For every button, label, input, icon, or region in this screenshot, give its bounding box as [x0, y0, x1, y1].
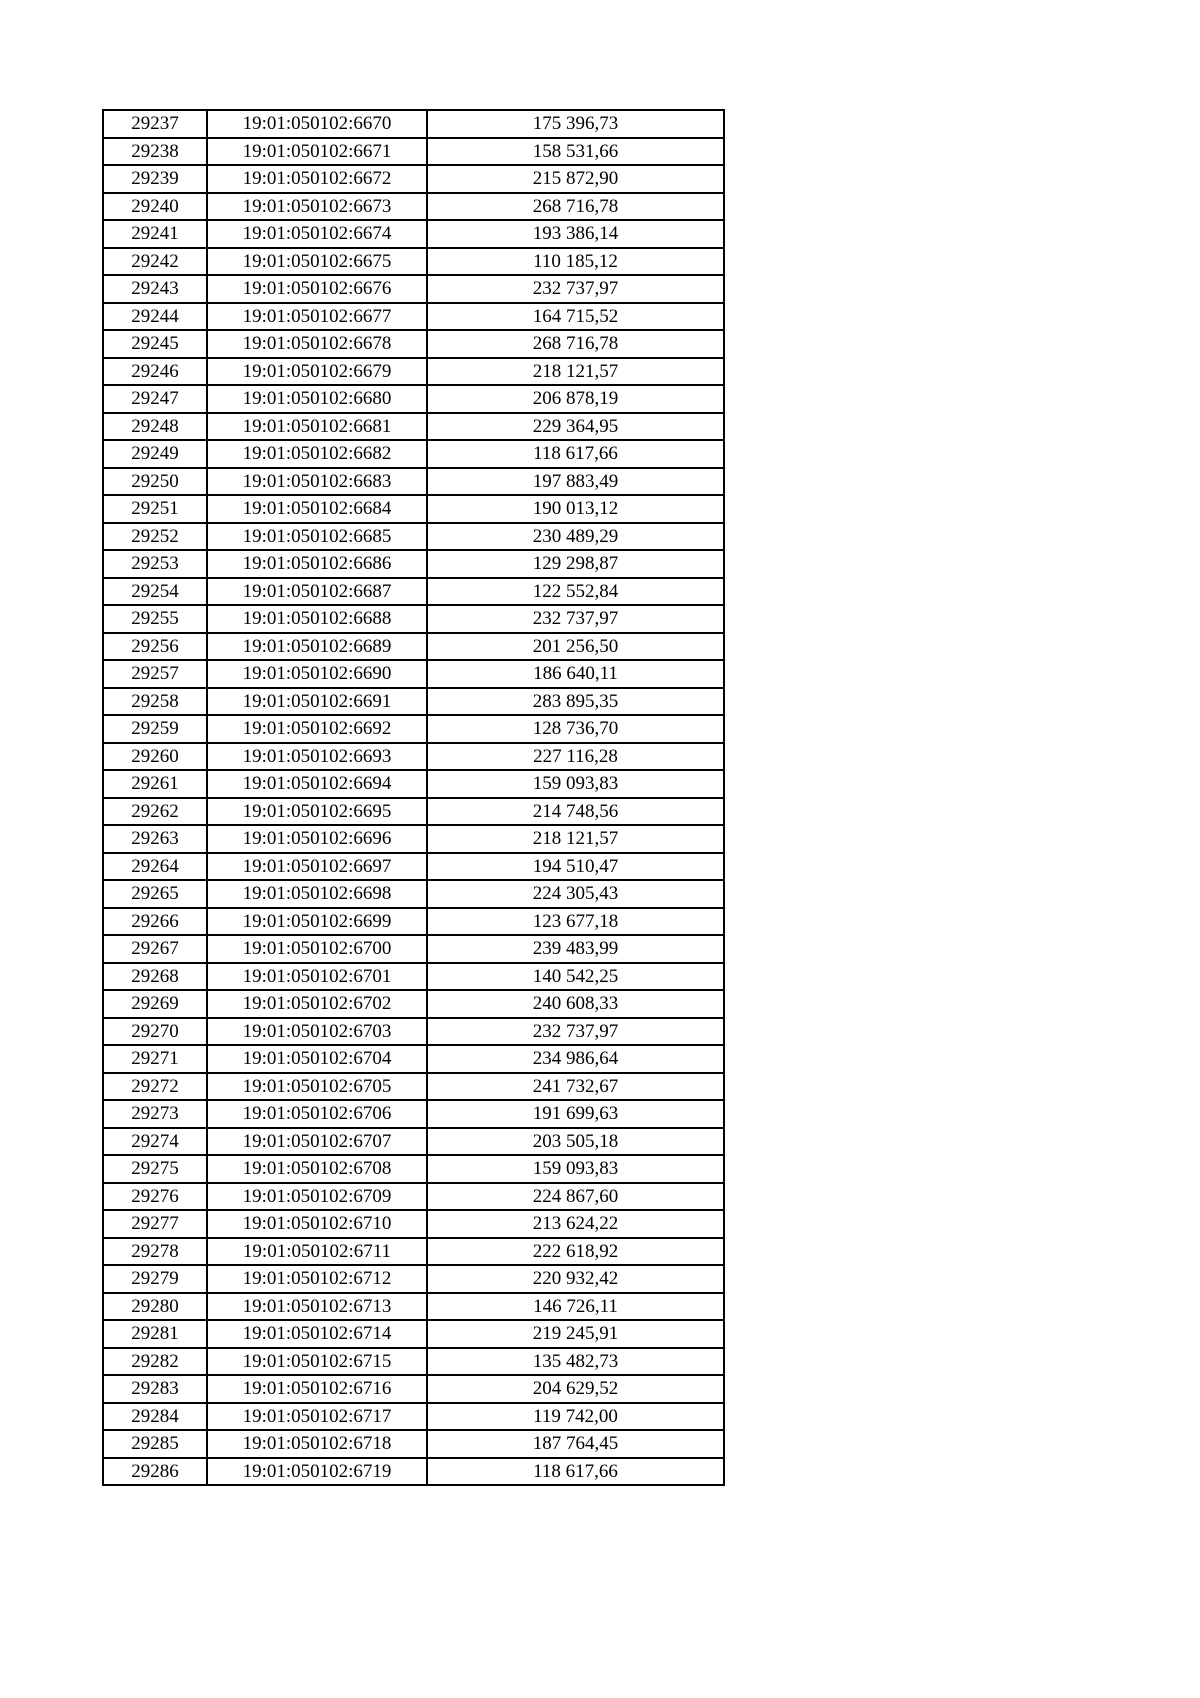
- row-number-cell: 29280: [103, 1293, 207, 1321]
- table-row: [103, 660, 724, 688]
- cadastral-value-cell: 164 715,52: [427, 303, 724, 331]
- row-number-cell: 29256: [103, 633, 207, 661]
- row-number-cell: 29274: [103, 1128, 207, 1156]
- table-row: [103, 110, 724, 138]
- table-row: [103, 770, 724, 798]
- row-number-cell: 29272: [103, 1073, 207, 1101]
- cadastral-number-cell: 19:01:050102:6691: [207, 688, 427, 716]
- cadastral-value-cell: 215 872,90: [427, 165, 724, 193]
- cadastral-value-cell: 140 542,25: [427, 963, 724, 991]
- table-row: [103, 220, 724, 248]
- cadastral-value-cell: 240 608,33: [427, 990, 724, 1018]
- cadastral-value-cell: 128 736,70: [427, 715, 724, 743]
- cadastral-value-cell: 122 552,84: [427, 578, 724, 606]
- table-row: [103, 880, 724, 908]
- cadastral-number-cell: 19:01:050102:6718: [207, 1430, 427, 1458]
- cadastral-number-cell: 19:01:050102:6687: [207, 578, 427, 606]
- cadastral-number-cell: 19:01:050102:6704: [207, 1045, 427, 1073]
- table-row: [103, 1045, 724, 1073]
- row-number-cell: 29249: [103, 440, 207, 468]
- cadastral-number-cell: 19:01:050102:6707: [207, 1128, 427, 1156]
- row-number-cell: 29276: [103, 1183, 207, 1211]
- cadastral-number-cell: 19:01:050102:6682: [207, 440, 427, 468]
- row-number-cell: 29257: [103, 660, 207, 688]
- cadastral-number-cell: 19:01:050102:6692: [207, 715, 427, 743]
- cadastral-value-cell: 213 624,22: [427, 1210, 724, 1238]
- cadastral-number-cell: 19:01:050102:6677: [207, 303, 427, 331]
- cadastral-number-cell: 19:01:050102:6703: [207, 1018, 427, 1046]
- cadastral-value-cell: 230 489,29: [427, 523, 724, 551]
- cadastral-value-cell: 135 482,73: [427, 1348, 724, 1376]
- table-row: [103, 1100, 724, 1128]
- table-row: [103, 358, 724, 386]
- row-number-cell: 29239: [103, 165, 207, 193]
- row-number-cell: 29283: [103, 1375, 207, 1403]
- row-number-cell: 29266: [103, 908, 207, 936]
- cadastral-value-cell: 220 932,42: [427, 1265, 724, 1293]
- cadastral-value-cell: 197 883,49: [427, 468, 724, 496]
- table-row: [103, 1155, 724, 1183]
- cadastral-value-cell: 193 386,14: [427, 220, 724, 248]
- row-number-cell: 29282: [103, 1348, 207, 1376]
- table-row: [103, 853, 724, 881]
- cadastral-number-cell: 19:01:050102:6709: [207, 1183, 427, 1211]
- table-row: [103, 1430, 724, 1458]
- cadastral-number-cell: 19:01:050102:6696: [207, 825, 427, 853]
- table-row: [103, 165, 724, 193]
- table-row: [103, 1320, 724, 1348]
- cadastral-number-cell: 19:01:050102:6697: [207, 853, 427, 881]
- cadastral-value-cell: 218 121,57: [427, 358, 724, 386]
- cadastral-value-cell: 232 737,97: [427, 275, 724, 303]
- cadastral-value-cell: 110 185,12: [427, 248, 724, 276]
- cadastral-value-cell: 158 531,66: [427, 138, 724, 166]
- cadastral-value-table: [102, 109, 725, 1486]
- row-number-cell: 29279: [103, 1265, 207, 1293]
- cadastral-number-cell: 19:01:050102:6670: [207, 110, 427, 138]
- table-row: [103, 798, 724, 826]
- cadastral-value-cell: 219 245,91: [427, 1320, 724, 1348]
- cadastral-number-cell: 19:01:050102:6705: [207, 1073, 427, 1101]
- table-row: [103, 550, 724, 578]
- cadastral-number-cell: 19:01:050102:6693: [207, 743, 427, 771]
- table-row: [103, 523, 724, 551]
- row-number-cell: 29248: [103, 413, 207, 441]
- row-number-cell: 29263: [103, 825, 207, 853]
- cadastral-value-cell: 204 629,52: [427, 1375, 724, 1403]
- cadastral-value-cell: 187 764,45: [427, 1430, 724, 1458]
- row-number-cell: 29244: [103, 303, 207, 331]
- table-row: [103, 1458, 724, 1486]
- row-number-cell: 29278: [103, 1238, 207, 1266]
- table-row: [103, 1403, 724, 1431]
- row-number-cell: 29247: [103, 385, 207, 413]
- cadastral-value-cell: 119 742,00: [427, 1403, 724, 1431]
- cadastral-value-cell: 222 618,92: [427, 1238, 724, 1266]
- cadastral-value-cell: 241 732,67: [427, 1073, 724, 1101]
- table-row: [103, 1073, 724, 1101]
- cadastral-value-cell: 283 895,35: [427, 688, 724, 716]
- row-number-cell: 29270: [103, 1018, 207, 1046]
- table-row: [103, 743, 724, 771]
- table-row: [103, 963, 724, 991]
- table-row: [103, 440, 724, 468]
- cadastral-number-cell: 19:01:050102:6710: [207, 1210, 427, 1238]
- table-row: [103, 633, 724, 661]
- cadastral-value-cell: 232 737,97: [427, 605, 724, 633]
- cadastral-number-cell: 19:01:050102:6680: [207, 385, 427, 413]
- row-number-cell: 29255: [103, 605, 207, 633]
- cadastral-number-cell: 19:01:050102:6695: [207, 798, 427, 826]
- table-row: [103, 1183, 724, 1211]
- cadastral-number-cell: 19:01:050102:6683: [207, 468, 427, 496]
- cadastral-number-cell: 19:01:050102:6678: [207, 330, 427, 358]
- table-row: [103, 688, 724, 716]
- cadastral-number-cell: 19:01:050102:6702: [207, 990, 427, 1018]
- row-number-cell: 29254: [103, 578, 207, 606]
- table-row: [103, 468, 724, 496]
- table-row: [103, 1210, 724, 1238]
- row-number-cell: 29284: [103, 1403, 207, 1431]
- table-row: [103, 908, 724, 936]
- table-row: [103, 935, 724, 963]
- cadastral-value-cell: 218 121,57: [427, 825, 724, 853]
- cadastral-number-cell: 19:01:050102:6712: [207, 1265, 427, 1293]
- row-number-cell: 29246: [103, 358, 207, 386]
- cadastral-value-cell: 232 737,97: [427, 1018, 724, 1046]
- cadastral-value-cell: 175 396,73: [427, 110, 724, 138]
- table-row: [103, 413, 724, 441]
- row-number-cell: 29250: [103, 468, 207, 496]
- cadastral-number-cell: 19:01:050102:6713: [207, 1293, 427, 1321]
- cadastral-number-cell: 19:01:050102:6719: [207, 1458, 427, 1486]
- cadastral-value-cell: 206 878,19: [427, 385, 724, 413]
- row-number-cell: 29242: [103, 248, 207, 276]
- row-number-cell: 29259: [103, 715, 207, 743]
- row-number-cell: 29267: [103, 935, 207, 963]
- cadastral-number-cell: 19:01:050102:6676: [207, 275, 427, 303]
- cadastral-number-cell: 19:01:050102:6716: [207, 1375, 427, 1403]
- cadastral-value-cell: 190 013,12: [427, 495, 724, 523]
- cadastral-value-cell: 159 093,83: [427, 1155, 724, 1183]
- row-number-cell: 29269: [103, 990, 207, 1018]
- table-row: [103, 138, 724, 166]
- cadastral-value-cell: 203 505,18: [427, 1128, 724, 1156]
- cadastral-value-cell: 129 298,87: [427, 550, 724, 578]
- cadastral-value-cell: 239 483,99: [427, 935, 724, 963]
- cadastral-value-cell: 123 677,18: [427, 908, 724, 936]
- cadastral-value-cell: 227 116,28: [427, 743, 724, 771]
- row-number-cell: 29286: [103, 1458, 207, 1486]
- cadastral-value-cell: 191 699,63: [427, 1100, 724, 1128]
- cadastral-value-cell: 159 093,83: [427, 770, 724, 798]
- row-number-cell: 29264: [103, 853, 207, 881]
- table-row: [103, 330, 724, 358]
- table-row: [103, 1293, 724, 1321]
- cadastral-number-cell: 19:01:050102:6711: [207, 1238, 427, 1266]
- row-number-cell: 29265: [103, 880, 207, 908]
- cadastral-number-cell: 19:01:050102:6689: [207, 633, 427, 661]
- table-row: [103, 578, 724, 606]
- table-row: [103, 990, 724, 1018]
- table-row: [103, 1128, 724, 1156]
- cadastral-number-cell: 19:01:050102:6679: [207, 358, 427, 386]
- cadastral-value-cell: 118 617,66: [427, 1458, 724, 1486]
- cadastral-number-cell: 19:01:050102:6688: [207, 605, 427, 633]
- row-number-cell: 29237: [103, 110, 207, 138]
- cadastral-number-cell: 19:01:050102:6700: [207, 935, 427, 963]
- row-number-cell: 29271: [103, 1045, 207, 1073]
- cadastral-number-cell: 19:01:050102:6684: [207, 495, 427, 523]
- table-row: [103, 193, 724, 221]
- row-number-cell: 29268: [103, 963, 207, 991]
- cadastral-value-cell: 146 726,11: [427, 1293, 724, 1321]
- row-number-cell: 29245: [103, 330, 207, 358]
- table-row: [103, 303, 724, 331]
- row-number-cell: 29258: [103, 688, 207, 716]
- row-number-cell: 29238: [103, 138, 207, 166]
- cadastral-number-cell: 19:01:050102:6685: [207, 523, 427, 551]
- cadastral-value-cell: 234 986,64: [427, 1045, 724, 1073]
- table-row: [103, 275, 724, 303]
- row-number-cell: 29260: [103, 743, 207, 771]
- cadastral-number-cell: 19:01:050102:6706: [207, 1100, 427, 1128]
- table-row: [103, 825, 724, 853]
- cadastral-number-cell: 19:01:050102:6686: [207, 550, 427, 578]
- row-number-cell: 29262: [103, 798, 207, 826]
- row-number-cell: 29253: [103, 550, 207, 578]
- table-row: [103, 1238, 724, 1266]
- cadastral-number-cell: 19:01:050102:6673: [207, 193, 427, 221]
- cadastral-value-cell: 229 364,95: [427, 413, 724, 441]
- cadastral-value-cell: 118 617,66: [427, 440, 724, 468]
- cadastral-number-cell: 19:01:050102:6714: [207, 1320, 427, 1348]
- cadastral-value-cell: 201 256,50: [427, 633, 724, 661]
- row-number-cell: 29273: [103, 1100, 207, 1128]
- table-row: [103, 248, 724, 276]
- table-row: [103, 495, 724, 523]
- table-row: [103, 385, 724, 413]
- row-number-cell: 29251: [103, 495, 207, 523]
- cadastral-number-cell: 19:01:050102:6708: [207, 1155, 427, 1183]
- cadastral-value-cell: 194 510,47: [427, 853, 724, 881]
- cadastral-number-cell: 19:01:050102:6672: [207, 165, 427, 193]
- cadastral-number-cell: 19:01:050102:6698: [207, 880, 427, 908]
- row-number-cell: 29277: [103, 1210, 207, 1238]
- table-body: [103, 110, 724, 1485]
- cadastral-number-cell: 19:01:050102:6690: [207, 660, 427, 688]
- cadastral-number-cell: 19:01:050102:6681: [207, 413, 427, 441]
- table-row: [103, 1265, 724, 1293]
- row-number-cell: 29240: [103, 193, 207, 221]
- cadastral-number-cell: 19:01:050102:6715: [207, 1348, 427, 1376]
- cadastral-number-cell: 19:01:050102:6674: [207, 220, 427, 248]
- cadastral-number-cell: 19:01:050102:6701: [207, 963, 427, 991]
- row-number-cell: 29243: [103, 275, 207, 303]
- cadastral-number-cell: 19:01:050102:6694: [207, 770, 427, 798]
- cadastral-number-cell: 19:01:050102:6699: [207, 908, 427, 936]
- row-number-cell: 29252: [103, 523, 207, 551]
- table-row: [103, 715, 724, 743]
- table-row: [103, 1348, 724, 1376]
- row-number-cell: 29275: [103, 1155, 207, 1183]
- cadastral-value-cell: 268 716,78: [427, 193, 724, 221]
- row-number-cell: 29261: [103, 770, 207, 798]
- cadastral-value-cell: 214 748,56: [427, 798, 724, 826]
- row-number-cell: 29281: [103, 1320, 207, 1348]
- cadastral-number-cell: 19:01:050102:6717: [207, 1403, 427, 1431]
- row-number-cell: 29285: [103, 1430, 207, 1458]
- cadastral-number-cell: 19:01:050102:6675: [207, 248, 427, 276]
- table-row: [103, 605, 724, 633]
- cadastral-value-cell: 268 716,78: [427, 330, 724, 358]
- cadastral-number-cell: 19:01:050102:6671: [207, 138, 427, 166]
- table-row: [103, 1375, 724, 1403]
- cadastral-value-cell: 186 640,11: [427, 660, 724, 688]
- table-row: [103, 1018, 724, 1046]
- cadastral-value-cell: 224 867,60: [427, 1183, 724, 1211]
- cadastral-value-cell: 224 305,43: [427, 880, 724, 908]
- row-number-cell: 29241: [103, 220, 207, 248]
